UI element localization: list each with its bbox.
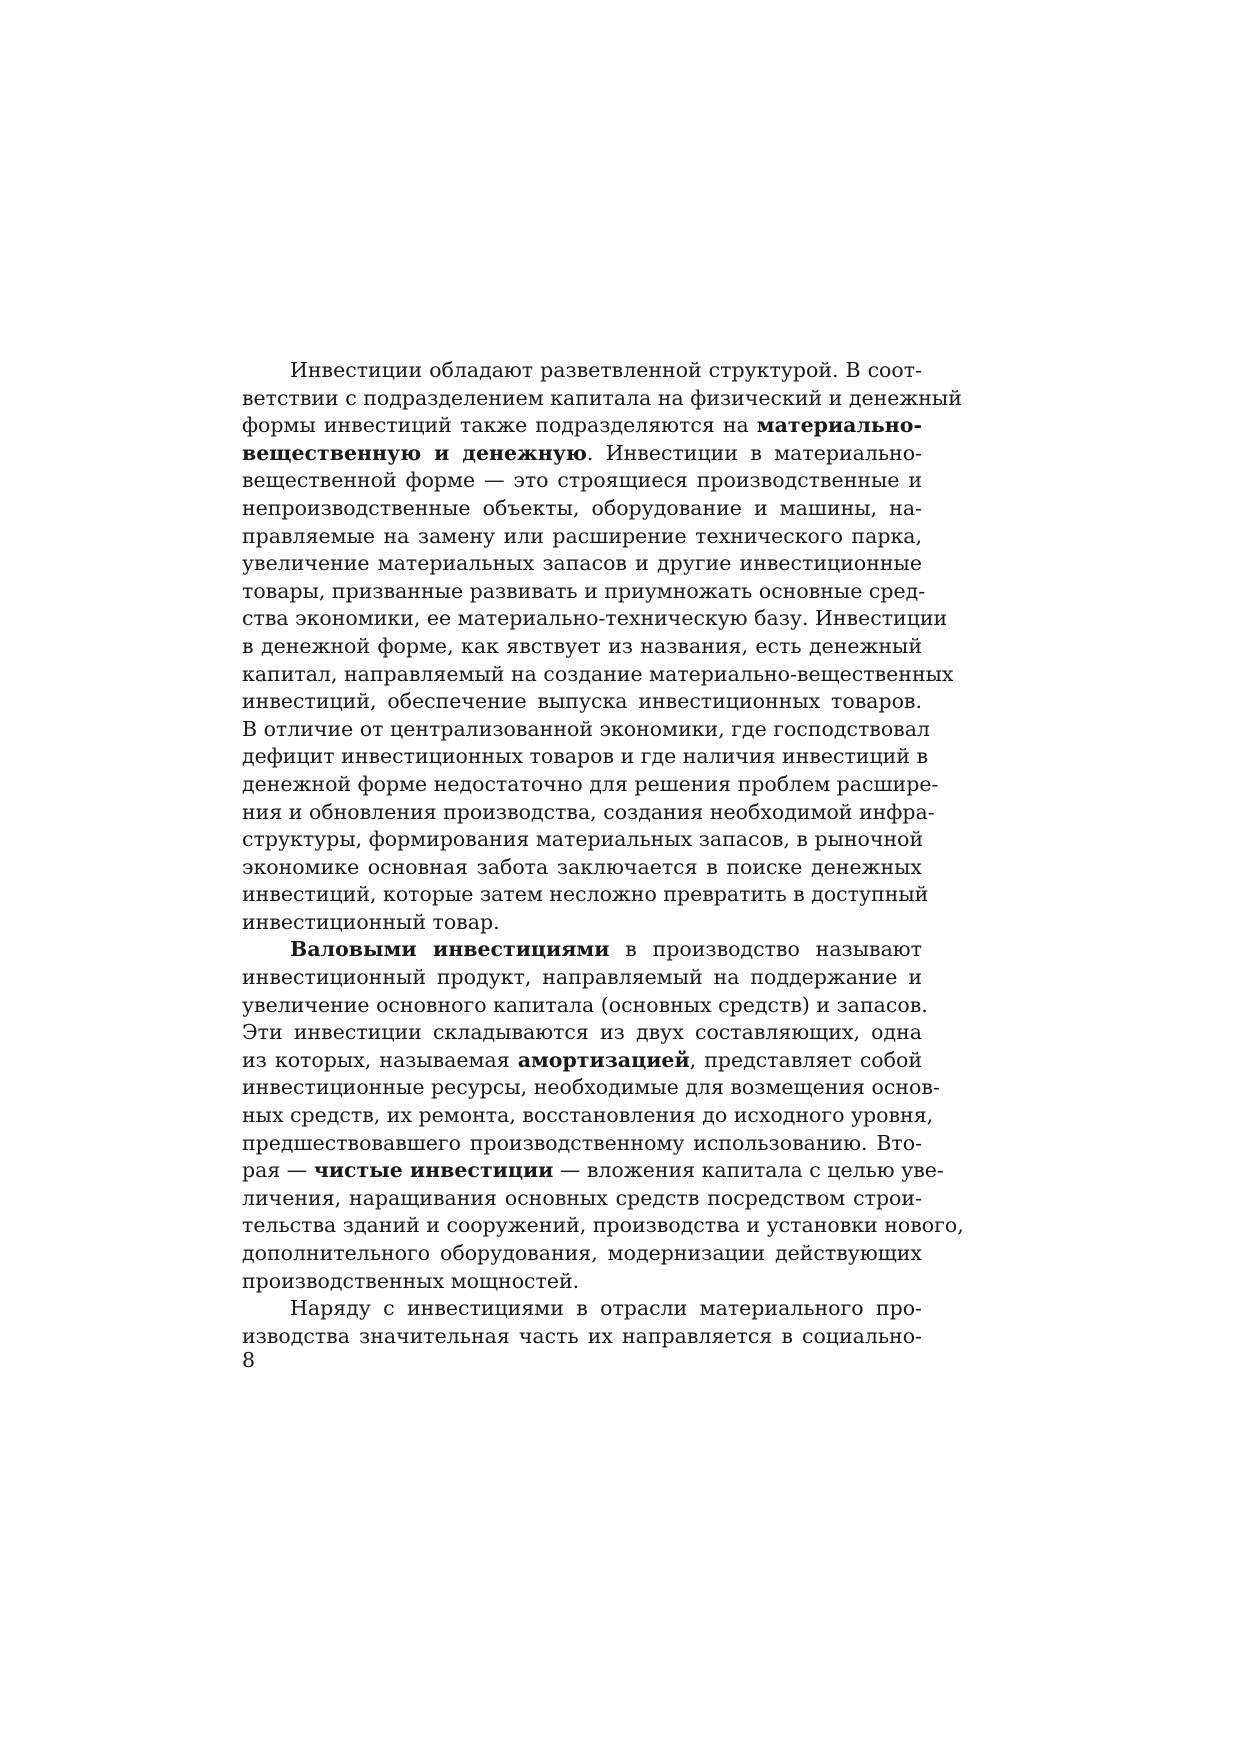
text-line [242,716,930,744]
text-line [242,1102,934,1130]
text-run: увеличение основного капитала (основных средств) и запасов. [242,992,928,1017]
text-line [242,605,948,633]
text-run: Эти инвестиции складываются из двух составляющих, одна [242,1020,922,1045]
text-line [242,799,935,827]
text-run: производственных мощностей. [242,1268,580,1293]
text-line [242,1240,922,1268]
text-line [242,523,922,551]
text-run: капитал, направляемый на создание материально-вещественных [242,661,954,686]
text-run: — вложения капитала с целью уве- [553,1158,944,1183]
text-run: инвестиций, обеспечение выпуска инвестиционных товаров. [242,689,922,714]
text-run: в денежной форме, как явствует из названия, есть денежный [242,633,922,658]
text-run: ства экономики, ее материально-техническую базу. Инвестиции [242,606,948,631]
text-run: непроизводственные объекты, оборудование и машины, на- [242,495,922,520]
text-line [242,1130,922,1158]
bold-term: Валовыми инвестициями [290,937,610,962]
text-run: экономике основная забота заключается в поиске денежных [242,854,922,879]
text-run: формы инвестиций также подразделяются на [242,413,757,438]
text-run: товары, призванные развивать и приумножать основные сред- [242,578,926,603]
bold-term: материально- [756,413,922,438]
text-line [242,1268,922,1296]
text-line [242,440,922,468]
text-run: ния и обновления производства, создания необходимой инфра- [242,799,935,824]
text-run: изводства значительная часть их направляется в социально- [242,1323,922,1348]
text-line [242,1157,944,1185]
text-line [242,1323,922,1351]
text-run: . Инвестиции в материально- [586,440,922,465]
text-run: в производство называют [609,937,922,962]
text-line [242,743,929,771]
text-line [242,1212,964,1240]
page-number: 8 [242,1348,256,1372]
text-run: В отличие от централизованной экономики, где господствовал [242,716,930,741]
text-line [242,1074,940,1102]
text-line [242,936,922,964]
text-run: Инвестиции обладают разветвленной структурой. В соот- [290,358,922,382]
text-run: структуры, формирования материальных запасов, в рыночной [242,827,924,852]
text-run: инвестиций, которые затем несложно превратить в доступный [242,882,929,907]
text-line [242,964,922,992]
bold-term: чистые инвестиции [313,1158,554,1183]
body-text [242,357,964,1350]
text-line [242,550,922,578]
text-line [242,1295,922,1323]
text-run: вещественной форме — это строящиеся производственные и [242,468,922,493]
text-run: увеличение материальных запасов и другие инвестиционные [242,551,922,576]
text-line [242,385,962,413]
text-run: тельства зданий и сооружений, производства и установки нового, [242,1213,964,1238]
bold-term: вещественную и денежную [242,440,587,465]
text-line [242,412,922,440]
text-run: инвестиционные ресурсы, необходимые для возмещения основ- [242,1075,940,1100]
text-run: ветствии с подразделением капитала на физический и денежный [242,385,962,410]
text-line [242,467,922,495]
text-run: предшествовавшего производственному использованию. Вто- [242,1130,922,1155]
text-line [242,688,922,716]
text-line [242,992,928,1020]
text-line [242,854,922,882]
text-run: инвестиционный товар. [242,909,500,934]
text-line [242,826,922,854]
text-line [242,771,939,799]
text-line [242,881,929,909]
text-line [242,357,922,385]
text-run: денежной форме недостаточно для решения проблем расшире- [242,771,939,796]
text-line [242,495,922,523]
text-line [242,578,926,606]
text-run: ных средств, их ремонта, восстановления до исходного уровня, [242,1103,934,1128]
bold-term: амортизацией [517,1047,690,1072]
text-run: правляемые на замену или расширение технического парка, [242,523,922,548]
text-run: , представляет собой [689,1047,922,1072]
text-line [242,633,922,661]
text-line [242,1185,922,1213]
text-run: Наряду с инвестициями в отрасли материального про- [290,1296,922,1321]
text-run: из которых, называемая [242,1047,518,1072]
text-run: рая — [242,1158,314,1183]
text-run: личения, наращивания основных средств посредством строи- [242,1185,922,1210]
text-run: дефицит инвестиционных товаров и где наличия инвестиций в [242,744,929,769]
text-line [242,909,922,937]
text-run: дополнительного оборудования, модернизации действующих [242,1241,922,1265]
text-line [242,1047,922,1075]
text-line [242,661,954,689]
text-line [242,1019,922,1047]
text-run: инвестиционный продукт, направляемый на поддержание и [242,965,922,990]
